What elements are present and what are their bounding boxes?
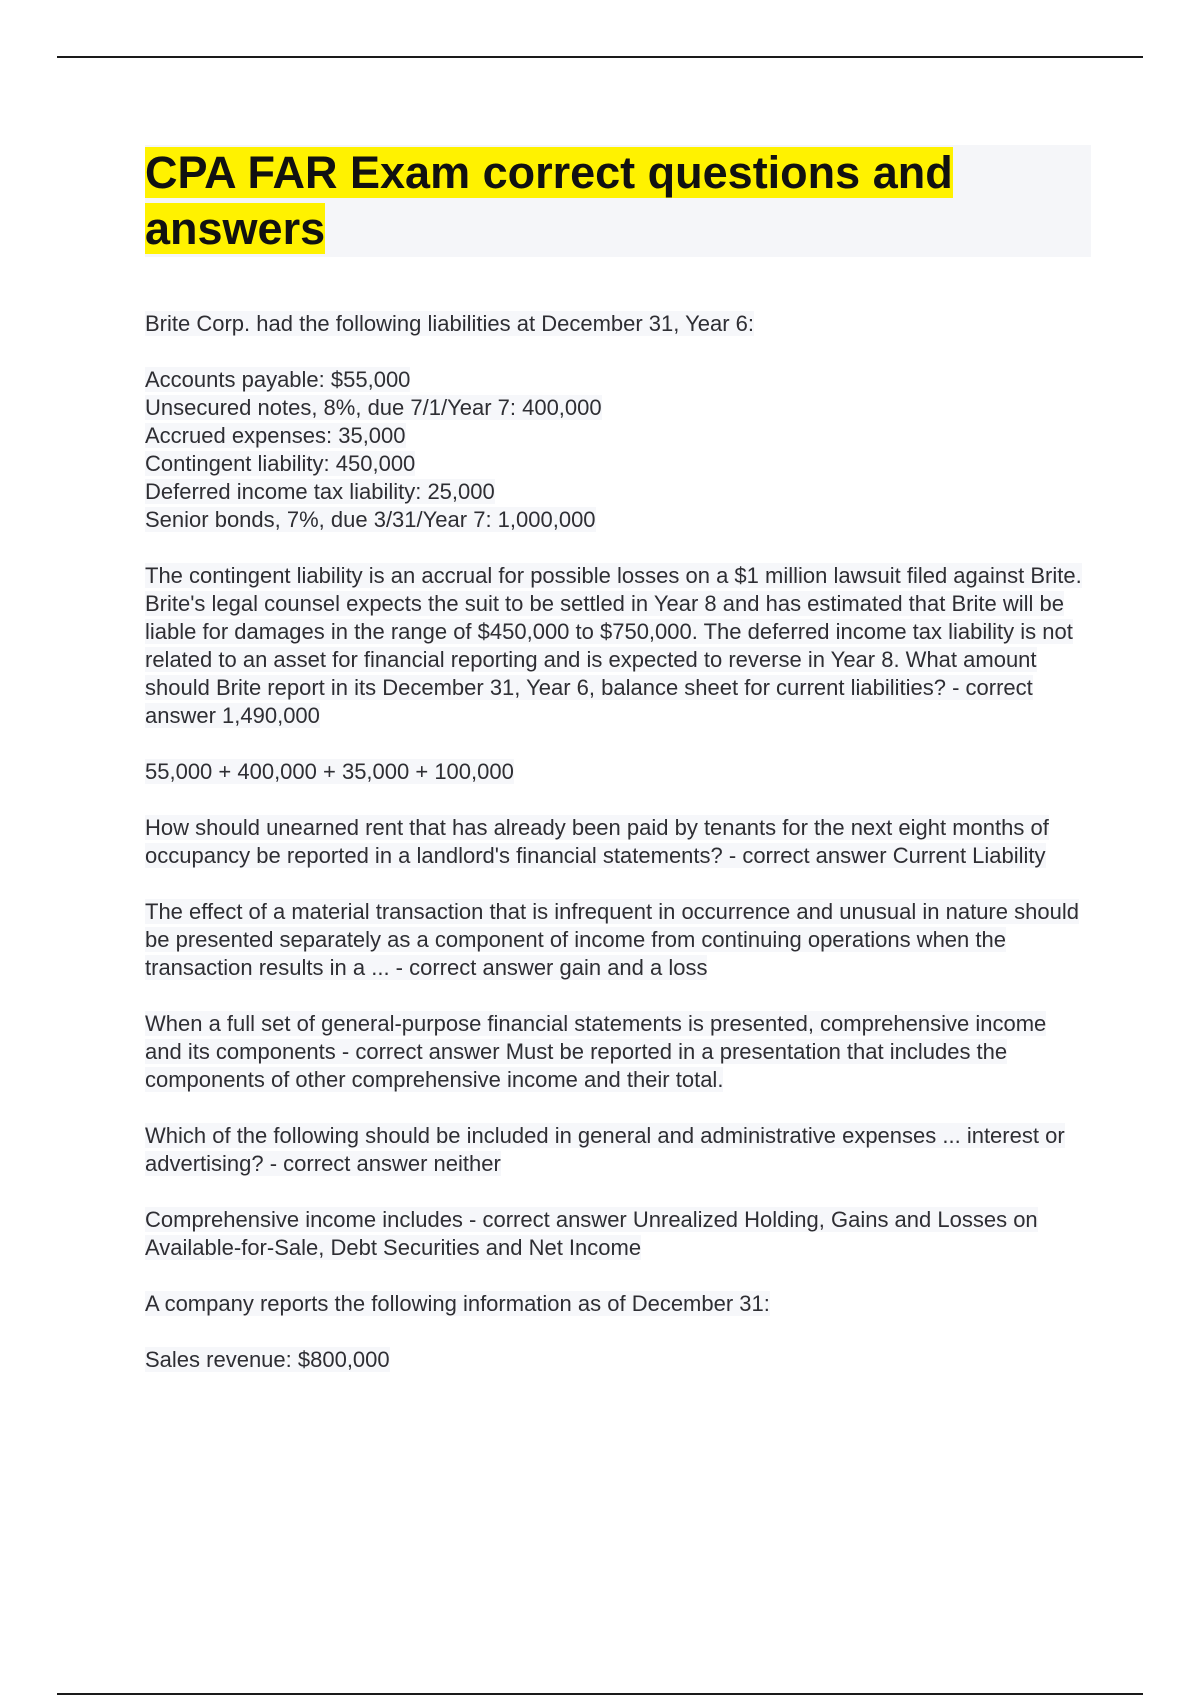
paragraph-question-5 [145,1122,1085,1178]
paragraph-calculation [145,758,1085,786]
paragraph-intro [145,310,1085,338]
paragraph-question-4-text: When a full set of general-purpose financial statements is presented, comprehensive income and its components - correct answer Must be reported in a presentation that includes the components of other comprehensive income and their total. [145,1011,1047,1092]
document-body [145,310,1085,1402]
paragraph-question-1-text: The contingent liability is an accrual for possible losses on a $1 million lawsuit filed against Brite. Brite's legal counsel expects the suit to be settled in Year 8 and has estimated that Brite will be liable for damages in the range of $450,000 to $750,000. The deferred income tax liability is not related to an asset for financial reporting and is expected to reverse in Year 8. What amount should Brite report in its December 31, Year 6, balance sheet for current liabilities? - correct answer 1,490,000 [145,563,1082,728]
paragraph-question-2 [145,814,1085,870]
bottom-rule [57,1693,1143,1695]
paragraph-question-7-intro-text: A company reports the following information as of December 31: [145,1291,770,1316]
paragraph-question-3-text: The effect of a material transaction that is infrequent in occurrence and unusual in nature should be presented separately as a component of income from continuing operations when the transaction results in a ... - correct answer gain and a loss [145,899,1079,980]
paragraph-question-2-text: How should unearned rent that has already been paid by tenants for the next eight months of occupancy be reported in a landlord's financial statements? - correct answer Current Liability [145,815,1049,868]
document-title [145,145,1045,257]
paragraph-calculation-text: 55,000 + 400,000 + 35,000 + 100,000 [145,759,514,784]
paragraph-question-4 [145,1010,1085,1094]
document-title-text: CPA FAR Exam correct questions and answers [145,147,953,254]
paragraph-liabilities-list [145,366,1085,534]
paragraph-question-5-text: Which of the following should be included in general and administrative expenses ... interest or advertising? - correct answer neither [145,1123,1065,1176]
paragraph-question-6 [145,1206,1085,1262]
paragraph-intro-text: Brite Corp. had the following liabilities at December 31, Year 6: [145,311,755,336]
paragraph-question-7-intro [145,1290,1085,1318]
paragraph-question-1 [145,562,1085,730]
paragraph-liabilities-list-text: Accounts payable: $55,000 Unsecured notes, 8%, due 7/1/Year 7: 400,000 Accrued expenses: 35,000 Contingent liability: 450,000 Deferred income tax liability: 25,000 Senior bonds, 7%, due 3/31/Year 7: 1,000,000 [145,367,602,532]
paragraph-sales-revenue-text: Sales revenue: $800,000 [145,1347,390,1372]
top-rule [57,56,1143,58]
paragraph-sales-revenue [145,1346,1085,1374]
paragraph-question-6-text: Comprehensive income includes - correct answer Unrealized Holding, Gains and Losses on Available-for-Sale, Debt Securities and Net Income [145,1207,1038,1260]
paragraph-question-3 [145,898,1085,982]
